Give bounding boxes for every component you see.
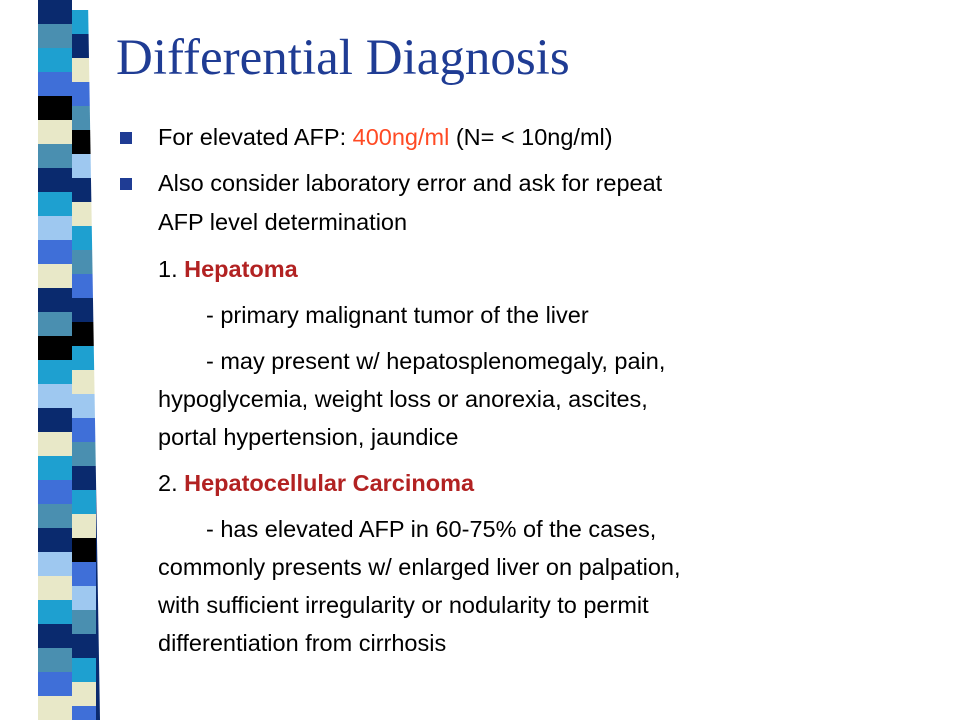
stripe-block [38, 360, 72, 384]
stripe-block [38, 456, 72, 480]
stripe-block [72, 682, 98, 706]
bullet-lab-error-line-2: AFP level determination [158, 209, 408, 235]
item-2-heading [158, 467, 474, 499]
stripe-block [72, 538, 98, 562]
stripe-block [38, 648, 72, 672]
item-2-point-1-line-4: differentiation from cirrhosis [158, 630, 447, 656]
item-1-title: Hepatoma [184, 256, 298, 282]
stripe-block [38, 672, 72, 696]
item-1-point-2-line-3: portal hypertension, jaundice [158, 424, 459, 450]
stripe-block [38, 312, 72, 336]
item-1-point-2-line-1 [158, 345, 665, 377]
stripe-block [38, 168, 72, 192]
stripe-block [72, 466, 98, 490]
stripe-block [38, 0, 72, 24]
afp-prefix: For elevated AFP: [158, 124, 353, 150]
item-2-number: 2. [158, 470, 185, 496]
stripe-block [38, 192, 72, 216]
stripe-block [38, 576, 72, 600]
square-bullet-icon [120, 178, 132, 190]
stripe-block [38, 552, 72, 576]
stripe-block [72, 418, 98, 442]
stripe-block [38, 696, 72, 720]
stripe-block [38, 384, 72, 408]
stripe-block [38, 144, 72, 168]
stripe-block [72, 370, 98, 394]
item-1-point-2-line-2: hypoglycemia, weight loss or anorexia, ascites, [158, 386, 648, 412]
stripe-block [72, 442, 98, 466]
stripe-block [38, 24, 72, 48]
stripe-block [72, 706, 98, 720]
stripe-block [38, 72, 72, 96]
item-1-point-2-text-1: - may present w/ hepatosplenomegaly, pain, [206, 348, 666, 374]
stripe-block [72, 514, 98, 538]
stripe-block [38, 504, 72, 528]
item-2-point-1-text-1: - has elevated AFP in 60-75% of the cases, [206, 516, 657, 542]
bullet-lab-error-line-1: Also consider laboratory error and ask for repeat [158, 170, 663, 196]
item-1-number: 1. [158, 256, 185, 282]
stripe-block [38, 288, 72, 312]
stripe-block [38, 48, 72, 72]
item-1-heading [158, 253, 298, 285]
stripe-block [38, 432, 72, 456]
stripe-block [38, 216, 72, 240]
stripe-block [38, 624, 72, 648]
stripe-block [72, 634, 98, 658]
stripe-block [72, 658, 98, 682]
item-2-point-1-line-2: commonly presents w/ enlarged liver on palpation, [158, 554, 681, 580]
stripe-block [72, 610, 98, 634]
stripe-block [38, 264, 72, 288]
stripe-block [72, 562, 98, 586]
stripe-block [38, 96, 72, 120]
stripe-block [72, 490, 98, 514]
afp-value: 400ng/ml [352, 124, 450, 150]
stripe-block [38, 528, 72, 552]
stripe-block [38, 480, 72, 504]
item-2-point-1-line-3: with sufficient irregularity or nodularity to permit [158, 592, 649, 618]
stripe-block [38, 600, 72, 624]
stripe-block [72, 586, 98, 610]
decorative-stripe-bar [0, 0, 110, 720]
stripe-block [38, 120, 72, 144]
item-2-point-1-line-1 [158, 513, 656, 545]
stripe-block [38, 408, 72, 432]
item-1-point-1-text: - primary malignant tumor of the liver [206, 302, 589, 328]
item-1-point-1 [158, 299, 589, 331]
stripe-block [38, 240, 72, 264]
stripe-block [38, 336, 72, 360]
slide-title: Differential Diagnosis [116, 30, 570, 86]
afp-normal-range: (N= < 10ng/ml) [449, 124, 613, 150]
square-bullet-icon [120, 132, 132, 144]
stripe-block [72, 394, 98, 418]
item-2-title: Hepatocellular Carcinoma [184, 470, 475, 496]
bullet-afp-level [158, 121, 613, 153]
